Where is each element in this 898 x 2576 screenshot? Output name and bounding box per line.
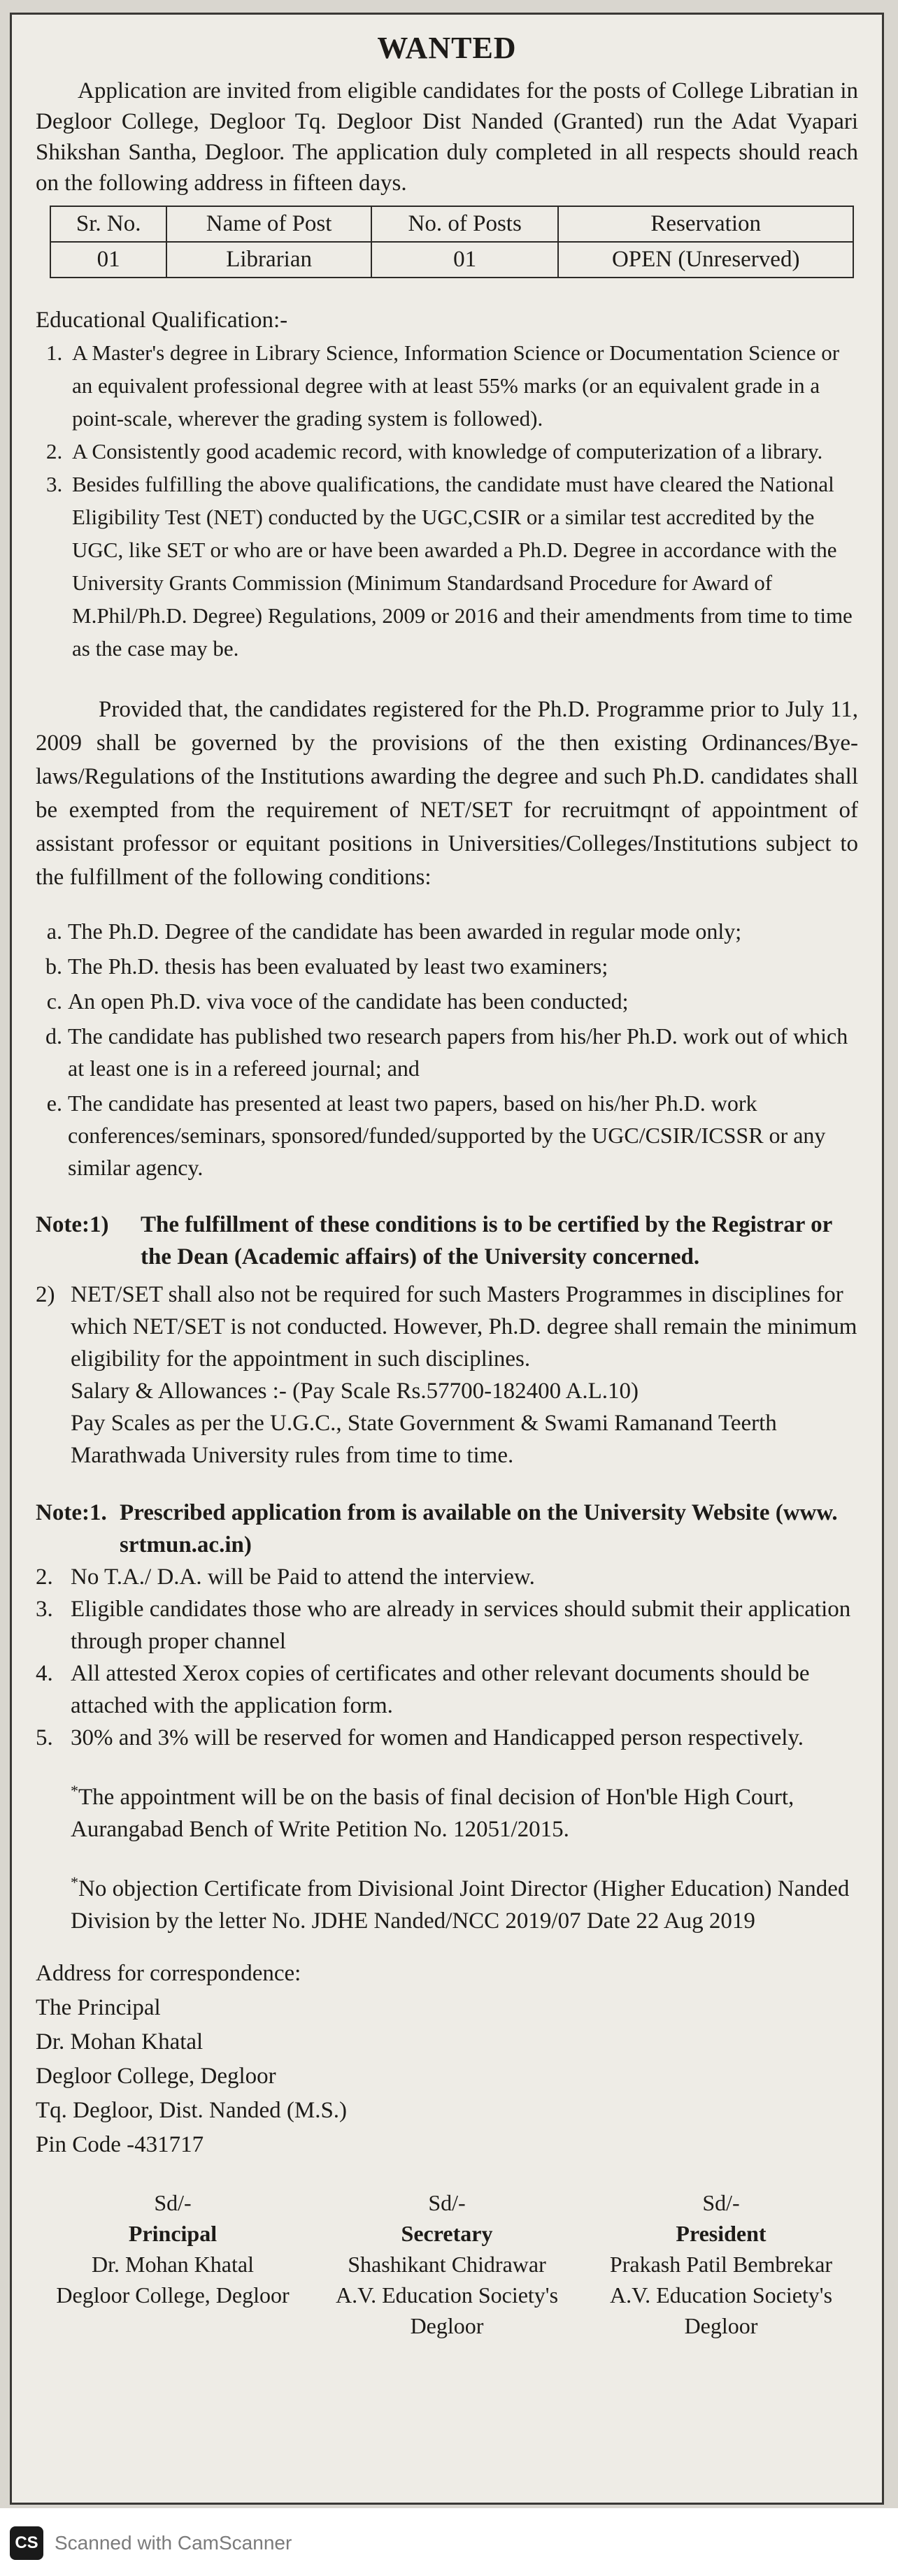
list-item: 2. A Consistently good academic record, with knowledge of computerization of a library. bbox=[68, 435, 858, 468]
notes-section-1 bbox=[36, 1209, 858, 1472]
note-number: 3. bbox=[36, 1597, 53, 1622]
note-text: Eligible candidates those who are already in services should submit their application through proper channel bbox=[71, 1597, 851, 1654]
note-text: NET/SET shall also not be required for such Masters Programmes in disciplines for which NET/SET is not conducted. However, Ph.D. degree shall remain the minimum eligibility for the appointment in such disciplines. bbox=[71, 1282, 857, 1372]
newspaper-clipping bbox=[10, 13, 884, 2505]
address-line: The Principal bbox=[36, 1995, 161, 2020]
salary-line: Salary & Allowances :- (Pay Scale Rs.57700-182400 A.L.10) bbox=[71, 1379, 639, 1404]
signatory-president: Sd/- President Prakash Patil Bembrekar A.V. Education Society's Degloor bbox=[609, 2190, 833, 2338]
table-header-cell: No. of Posts bbox=[371, 206, 558, 242]
list-item: d. The candidate has published two research papers from his/her Ph.D. work out of which at least one is in a refereed journal; and bbox=[68, 1020, 858, 1084]
note-text: The fulfillment of these conditions is to be certified by the Registrar or the Dean (Academic affairs) of the University concerned. bbox=[141, 1212, 832, 1269]
list-item: b. The Ph.D. thesis has been evaluated by least two examiners; bbox=[68, 950, 858, 982]
note-number: 5. bbox=[36, 1725, 53, 1750]
note-number: 2. bbox=[36, 1564, 53, 1590]
noc-note: *No objection Certificate from Divisional Joint Director (Higher Education) Nanded Division by the letter No. JDHE Nanded/NCC 2019/07 Date 22 Aug 2019 bbox=[71, 1873, 850, 1934]
list-item: e. The candidate has presented at least two papers, based on his/her Ph.D. work conferences/seminars, sponsored/funded/supported by the UGC/CSIR/ICSSR or any similar agency. bbox=[68, 1087, 858, 1183]
conditions-list bbox=[36, 915, 858, 1183]
note-label: Note:1) bbox=[36, 1212, 109, 1237]
table-header-cell: Reservation bbox=[558, 206, 853, 242]
notes-section-2 bbox=[36, 1497, 858, 1754]
payscale-line: Pay Scales as per the U.G.C., State Government & Swami Ramanand Teerth Marathwada University rules from time to time. bbox=[71, 1411, 777, 1468]
list-item: c. An open Ph.D. viva voce of the candidate has been conducted; bbox=[68, 985, 858, 1017]
note-text: All attested Xerox copies of certificates and other relevant documents should be attached with the application form. bbox=[71, 1661, 810, 1718]
address-line: Dr. Mohan Khatal bbox=[36, 2029, 204, 2055]
signatory-secretary: Sd/- Secretary Shashikant Chidrawar A.V. Education Society's Degloor bbox=[335, 2190, 559, 2338]
signatory-principal: Sd/- Principal Dr. Mohan Khatal Degloor College, Degloor bbox=[56, 2190, 290, 2308]
address-line: Degloor College, Degloor bbox=[36, 2064, 276, 2089]
list-item: 1. A Master's degree in Library Science, Information Science or Documentation Science or an equivalent professional degree with at least 55% marks (or an equivalent grade in a point-scale, wherever the grading system is followed). bbox=[68, 336, 858, 435]
table-cell: 01 bbox=[50, 242, 166, 278]
table-cell: Librarian bbox=[166, 242, 371, 278]
address-line: Pin Code -431717 bbox=[36, 2132, 204, 2157]
note-label: 2) bbox=[36, 1282, 55, 1307]
table-cell: 01 bbox=[371, 242, 558, 278]
signatures-row bbox=[36, 2187, 858, 2341]
table-header-cell: Sr. No. bbox=[50, 206, 166, 242]
address-block bbox=[36, 1957, 858, 2162]
scanner-watermark-text: Scanned with CamScanner bbox=[55, 2532, 292, 2554]
address-line: Tq. Degloor, Dist. Nanded (M.S.) bbox=[36, 2098, 348, 2123]
court-note: *The appointment will be on the basis of final decision of Hon'ble High Court, Aurangabad Bench of Write Petition No. 12051/2015. bbox=[71, 1782, 794, 1842]
table-header-cell: Name of Post bbox=[166, 206, 371, 242]
note-number: 4. bbox=[36, 1661, 53, 1686]
proviso-paragraph: Provided that, the candidates registered for the Ph.D. Programme prior to July 11, 2009 shall be governed by the provisions of the then existing Ordinances/Bye-laws/Regulations of the Institutions awarding the degree and such Ph.D. candidates shall be exempted from the requirement of NET/SET for recruitmqnt of appointment of assistant professor or equitant positions in Universities/Colleges/Institutions subject to the fulfillment of the following conditions: bbox=[36, 697, 858, 890]
list-item: 3. Besides fulfilling the above qualifications, the candidate must have cleared the National Eligibility Test (NET) conducted by the UGC,CSIR or a similar test accredited by the UGC, like SET or who are or have been awarded a Ph.D. Degree in accordance with the University Grants Commission (Minimum Standardsand Procedure for Award of M.Phil/Ph.D. Degree) Regulations, 2009 or 2016 and their amendments from time to time as the case may be. bbox=[68, 468, 858, 665]
qualification-heading: Educational Qualification:- bbox=[36, 308, 288, 333]
asterisk-icon: * bbox=[71, 1782, 78, 1799]
note-text: Prescribed application from is available on the University Website (www. srtmun.ac.in) bbox=[120, 1500, 838, 1557]
note-text: 30% and 3% will be reserved for women and Handicapped person respectively. bbox=[71, 1725, 804, 1750]
list-item: a. The Ph.D. Degree of the candidate has been awarded in regular mode only; bbox=[68, 915, 858, 947]
table-cell: OPEN (Unreserved) bbox=[558, 242, 853, 278]
note-text: No T.A./ D.A. will be Paid to attend the interview. bbox=[71, 1564, 535, 1590]
notice-title: WANTED bbox=[377, 31, 517, 65]
notice-intro: Application are invited from eligible candidates for the posts of College Libratian in Degloor College, Degloor Tq. Degloor Dist Nanded (Granted) run the Adat Vyapari Shikshan Santha, Degloor. The application duly completed in all respects should reach on the following address in fifteen days. bbox=[36, 78, 858, 196]
camscanner-logo-icon: CS bbox=[10, 2526, 43, 2560]
posts-table bbox=[50, 206, 854, 278]
address-heading: Address for correspondence: bbox=[36, 1961, 301, 1986]
table-header-row bbox=[50, 206, 853, 242]
note-label: Note:1. bbox=[36, 1500, 107, 1525]
table-row bbox=[50, 242, 853, 278]
asterisk-icon: * bbox=[71, 1873, 78, 1891]
qualification-list bbox=[36, 336, 858, 665]
scanner-footer bbox=[0, 2508, 898, 2576]
